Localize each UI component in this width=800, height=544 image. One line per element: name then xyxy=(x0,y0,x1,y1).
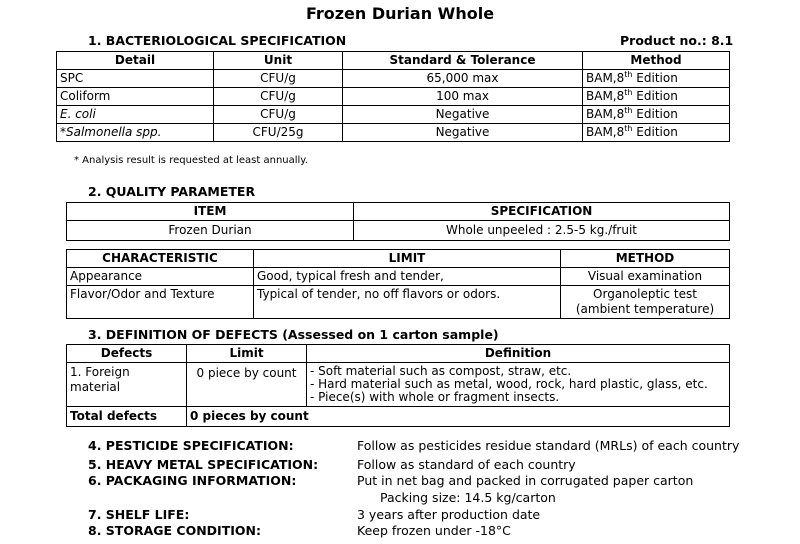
header-limit: LIMIT xyxy=(254,250,561,268)
section-3-heading: 3. DEFINITION OF DEFECTS (Assessed on 1 carton sample) xyxy=(88,327,499,342)
method-text: BAM,8 xyxy=(586,89,625,103)
heavy-metal-value: Follow as standard of each country xyxy=(357,457,576,472)
method-superscript: th xyxy=(624,124,633,133)
table-row xyxy=(57,70,730,88)
method-cell: Organoleptic test (ambient temperature) xyxy=(561,286,730,319)
table-row xyxy=(67,363,730,407)
method-suffix: Edition xyxy=(632,125,678,139)
characteristic-cell: Appearance xyxy=(67,268,254,286)
table-header-row xyxy=(67,203,730,221)
characteristic-cell: Flavor/Odor and Texture xyxy=(67,286,254,319)
header-unit: Unit xyxy=(214,52,343,70)
bacteriological-table xyxy=(56,51,730,142)
header-standard: Standard & Tolerance xyxy=(343,52,583,70)
method-suffix: Edition xyxy=(632,107,678,121)
analysis-note: * Analysis result is requested at least annually. xyxy=(74,155,308,166)
header-item: ITEM xyxy=(67,203,354,221)
method-cell: Visual examination xyxy=(561,268,730,286)
shelf-life-value: 3 years after production date xyxy=(357,507,541,522)
header-limit: Limit xyxy=(187,345,307,363)
header-method: METHOD xyxy=(561,250,730,268)
quality-item-table xyxy=(66,202,730,241)
standard-cell: Negative xyxy=(343,106,583,124)
unit-cell: CFU/g xyxy=(214,70,343,88)
definition-line: - Soft material such as compost, straw, etc. xyxy=(310,364,572,378)
pesticide-label: 4. PESTICIDE SPECIFICATION: xyxy=(88,438,294,453)
definition-cell xyxy=(307,363,730,407)
method-superscript: th xyxy=(624,88,633,97)
definition-line: - Piece(s) with whole or fragment insects. xyxy=(310,390,560,404)
unit-cell: CFU/25g xyxy=(214,124,343,142)
unit-cell: CFU/g xyxy=(214,88,343,106)
method-text: BAM,8 xyxy=(586,71,625,85)
method-cell xyxy=(583,88,730,106)
limit-cell: Good, typical fresh and tender, xyxy=(254,268,561,286)
product-number: Product no.: 8.1 xyxy=(620,33,734,48)
method-superscript: th xyxy=(624,106,633,115)
method-cell xyxy=(583,124,730,142)
defect-cell: 1. Foreign material xyxy=(67,363,187,407)
section-1-heading: 1. BACTERIOLOGICAL SPECIFICATION xyxy=(88,33,347,48)
method-cell xyxy=(583,70,730,88)
section-2-heading: 2. QUALITY PARAMETER xyxy=(88,184,256,199)
heavy-metal-label: 5. HEAVY METAL SPECIFICATION: xyxy=(88,457,319,472)
header-method: Method xyxy=(583,52,730,70)
item-cell: Frozen Durian xyxy=(67,221,354,241)
method-cell xyxy=(583,106,730,124)
specification-cell: Whole unpeeled : 2.5-5 kg./fruit xyxy=(354,221,730,241)
limit-cell: 0 piece by count xyxy=(187,363,307,407)
definition-line: - Hard material such as metal, wood, rock, hard plastic, glass, etc. xyxy=(310,377,708,391)
table-row xyxy=(57,124,730,142)
packing-size-value: Packing size: 14.5 kg/carton xyxy=(380,490,556,505)
header-defects: Defects xyxy=(67,345,187,363)
standard-cell: Negative xyxy=(343,124,583,142)
table-header-row xyxy=(57,52,730,70)
header-specification: SPECIFICATION xyxy=(354,203,730,221)
header-characteristic: CHARACTERISTIC xyxy=(67,250,254,268)
document-title: Frozen Durian Whole xyxy=(305,4,495,23)
header-detail: Detail xyxy=(57,52,214,70)
header-definition: Definition xyxy=(307,345,730,363)
table-row xyxy=(57,106,730,124)
table-row xyxy=(67,221,730,241)
total-value-cell: 0 pieces by count xyxy=(187,407,730,427)
method-superscript: th xyxy=(624,70,633,79)
packaging-label: 6. PACKAGING INFORMATION: xyxy=(88,473,297,488)
defects-table xyxy=(66,344,730,427)
table-row xyxy=(67,268,730,286)
limit-cell: Typical of tender, no off flavors or odors. xyxy=(254,286,561,319)
method-text: BAM,8 xyxy=(586,107,625,121)
detail-cell: E. coli xyxy=(57,106,214,124)
method-text: BAM,8 xyxy=(586,125,625,139)
detail-cell: Coliform xyxy=(57,88,214,106)
pesticide-value: Follow as pesticides residue standard (MRLs) of each country xyxy=(357,438,740,453)
table-row xyxy=(67,286,730,319)
table-header-row xyxy=(67,345,730,363)
storage-condition-label: 8. STORAGE CONDITION: xyxy=(88,523,261,538)
table-row xyxy=(57,88,730,106)
method-suffix: Edition xyxy=(632,89,678,103)
table-row xyxy=(67,407,730,427)
detail-cell: *Salmonella spp. xyxy=(57,124,214,142)
detail-cell: SPC xyxy=(57,70,214,88)
method-suffix: Edition xyxy=(632,71,678,85)
characteristic-table xyxy=(66,249,730,319)
table-header-row xyxy=(67,250,730,268)
standard-cell: 65,000 max xyxy=(343,70,583,88)
shelf-life-label: 7. SHELF LIFE: xyxy=(88,507,190,522)
packaging-value: Put in net bag and packed in corrugated paper carton xyxy=(357,473,694,488)
storage-condition-value: Keep frozen under -18°C xyxy=(357,523,511,538)
total-label-cell: Total defects xyxy=(67,407,187,427)
unit-cell: CFU/g xyxy=(214,106,343,124)
standard-cell: 100 max xyxy=(343,88,583,106)
